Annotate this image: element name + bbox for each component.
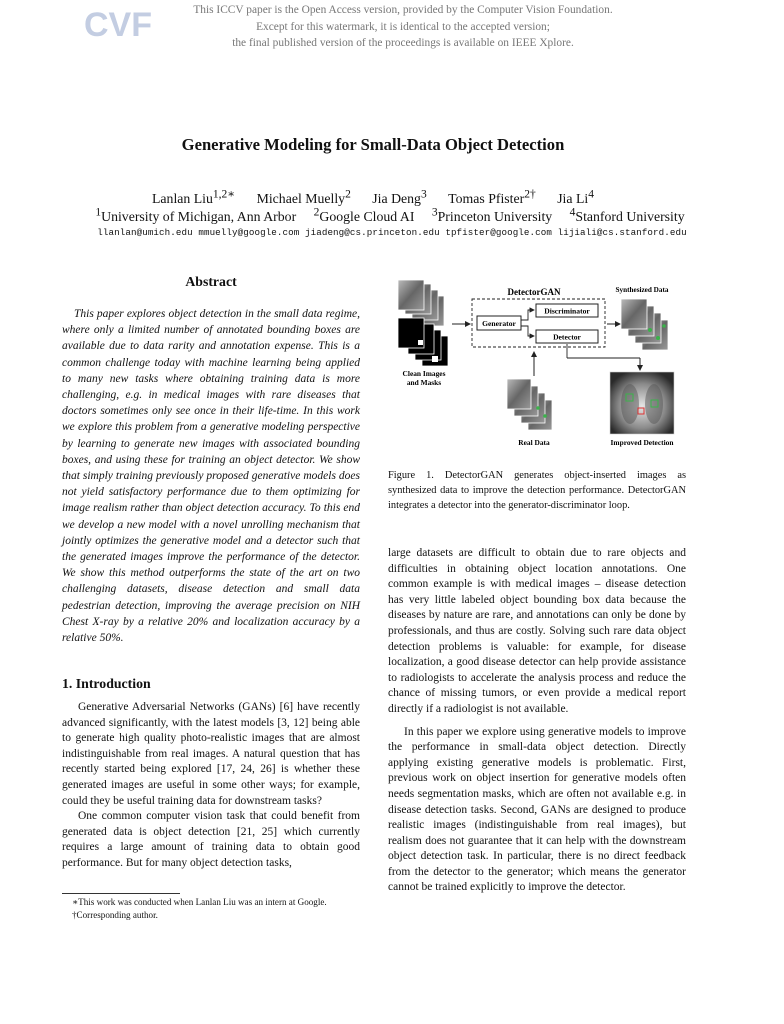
detector-label: Detector — [553, 332, 581, 342]
author: Tomas Pfister$^{2\dagger}$ — [448, 188, 536, 206]
synth-label: Synthesized Data — [615, 286, 669, 294]
abstract-body — [62, 306, 360, 646]
watermark-line: Except for this watermark, it is identical to the accepted version; — [256, 20, 550, 33]
affiliation-list — [0, 203, 780, 226]
affiliation: $^3$Princeton University — [431, 206, 553, 224]
paragraph: Generative Adversarial Networks (GANs) [6] have recently advanced significantly, with the latest models [3, 12] being able to generate high quality photo-realistic images that are almost indistinguishable from real images. A natural question that has recently started being explored [17, 24, 26] is whether these generated images are useful in some other ways; for example, could they be useful training data for downstream tasks? — [62, 701, 360, 807]
right-column-body — [388, 546, 686, 903]
paragraph: One common computer vision task that could benefit from generated data is object detection [21, 25] which currently requires a large amount of training data to obtain good performance. But for many object detection tasks, — [62, 810, 360, 869]
cvf-logo — [82, 4, 152, 44]
author: Jia Li$^4$ — [557, 188, 594, 206]
abstract-paragraph: This paper explores object detection in the small data regime, where only a limited number of annotated bounding boxes are available due to data rarity and annotation expense. This is a common challenge today with machine learning being applied to many new tasks where obtaining training data is more challenging, e.g. in medical images with rare diseases that doctors sometimes only see once in their life-time. In this work we explore this problem from a generative modeling perspective by learning to generate new images with associated bounding boxes, and using these for training an object detector. We show that simply training previously proposed generative models does not yield satisfactory performance due to them optimizing for image realism rather than object detection accuracy. To this end we develop a new model with a novel unrolling mechanism that jointly optimizes the generative model and a detector such that the generated images improve the performance of the detector. We show this method outperforms the state of the art on two challenging datasets, disease detection and small data pedestrian detection, improving the average precision on NIH Chest X-ray by a relative 20% and localization accuracy by a relative 50%. — [62, 308, 360, 645]
affiliation: $^1$University of Michigan, Ann Arbor — [95, 206, 297, 224]
paragraph: large datasets are difficult to obtain due to rare objects and difficulties in obtaining object location annotations. One common example is with medical images – disease detection has very little labeled object bounding box data because the diseases by nature are rare, and annotations can only be done by professionals, and thus are costly. Solving such rare data object detection problems is valuable: for example, for disease localization, a good disease detector can help provide assistance to radiologists to accelerate the analysis process and reduce the chance of missing tumors, or even provide a medical report directly if a radiologist is not available. — [388, 547, 686, 715]
abstract-heading: Abstract — [185, 274, 237, 289]
affiliation: $^2$Google Cloud AI — [313, 206, 415, 224]
watermark-line: the final published version of the proceedings is available on IEEE Xplore. — [232, 37, 574, 49]
footnote: †Corresponding author. — [72, 909, 158, 920]
footnotes — [62, 896, 360, 921]
detectorgan-label: DetectorGAN — [507, 287, 561, 297]
author-emails: llanlan@umich.edu mmuelly@google.com jiadeng@cs.princeton.edu tpfister@google.com lijiali@cs.stanford.edu — [97, 227, 687, 238]
watermark-notice — [150, 2, 656, 52]
clean-label-2: and Masks — [406, 378, 442, 387]
introduction-body — [62, 700, 360, 872]
discriminator-label: Discriminator — [544, 306, 590, 316]
footnote: ∗This work was conducted when Lanlan Liu was an intern at Google. — [72, 897, 327, 907]
affiliation: $^4$Stanford University — [569, 206, 685, 224]
author: Jia Deng$^3$ — [372, 188, 427, 206]
figure-1-diagram — [388, 280, 686, 452]
watermark-line: This ICCV paper is the Open Access version, provided by the Computer Vision Foundation. — [193, 4, 613, 16]
paper-title: Generative Modeling for Small-Data Object Detection — [181, 135, 565, 154]
footnote-rule — [62, 893, 180, 894]
author: Michael Muelly$^2$ — [256, 188, 351, 206]
synthesized-images-stack — [621, 299, 668, 350]
author: Lanlan Liu$^{1,2∗}$ — [152, 188, 236, 206]
generator-label: Generator — [482, 319, 516, 328]
improved-detection-label: Improved Detection — [610, 438, 674, 447]
logo-text: CVF — [84, 6, 152, 44]
improved-detection-image — [610, 372, 674, 434]
real-data-label: Real Data — [518, 438, 550, 447]
figure-1-caption: Figure 1. DetectorGAN generates object-inserted images as synthesized data to improve the detection performance. DetectorGAN integrates a detector into the generator-discriminator loop. — [388, 470, 686, 511]
section-heading-introduction: 1. Introduction — [62, 676, 151, 691]
clean-label-1: Clean Images — [402, 369, 446, 378]
real-images-stack — [507, 379, 552, 430]
paragraph: In this paper we explore using generative models to improve the performance in small-data object detection. Directly applying existing generative models is problematic. First, previous work on object insertion for generative models often needs segmentation masks, which are often not available e.g. in disease detection tasks. Second, GANs are designed to produce realistic images (indistinguishable from real images), but realism does not guarantee that it can help with the downstream object detection task. In particular, there is no direct feedback from the detector to the generator; which means the generator cannot be trained explicitly to improve the detector. — [388, 725, 686, 894]
